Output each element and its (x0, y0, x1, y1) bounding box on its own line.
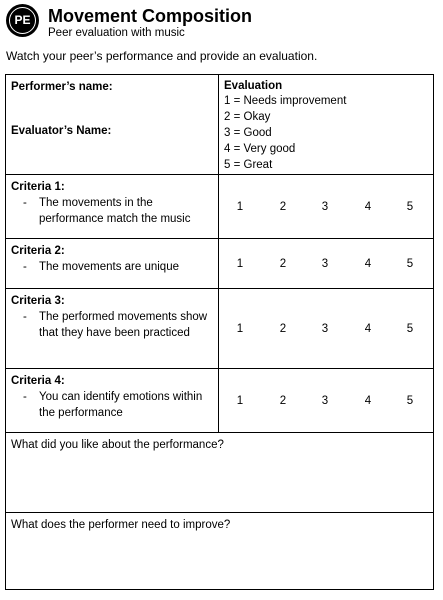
evaluation-key (219, 75, 433, 174)
bullet-dash: - (23, 311, 27, 323)
rating-option[interactable]: 3 (321, 322, 329, 335)
rating-option[interactable]: 5 (406, 257, 414, 270)
rating-option[interactable]: 4 (364, 200, 372, 213)
rating-option[interactable]: 1 (236, 200, 244, 213)
question-row[interactable] (6, 512, 433, 588)
criteria-description (11, 389, 213, 421)
criteria-description (11, 309, 213, 341)
rating-option[interactable]: 2 (279, 394, 287, 407)
rating-option[interactable]: 2 (279, 200, 287, 213)
rating-option[interactable]: 4 (364, 394, 372, 407)
question-label: What did you like about the performance? (11, 439, 224, 451)
criteria-cell (6, 369, 219, 432)
bullet-dash: - (23, 391, 27, 403)
criteria-title: Criteria 1: (11, 181, 65, 193)
criteria-cell (6, 239, 219, 288)
page-title: Movement Composition (48, 6, 253, 26)
scale-item: 2 = Okay (224, 111, 271, 123)
criteria-title: Criteria 3: (11, 295, 65, 307)
criteria-row (6, 174, 433, 238)
criteria-row (6, 288, 433, 368)
criteria-description (11, 195, 213, 227)
bullet-dash: - (23, 261, 27, 273)
criteria-cell (6, 175, 219, 238)
rating-options (219, 289, 433, 368)
rating-option[interactable]: 1 (236, 394, 244, 407)
instruction-text: Watch your peer’s performance and provide an evaluation. (6, 49, 318, 63)
scale-item: 1 = Needs improvement (224, 95, 347, 107)
rating-option[interactable]: 5 (406, 200, 414, 213)
criteria-title: Criteria 2: (11, 245, 65, 257)
question-label: What does the performer need to improve? (11, 519, 231, 531)
rating-options (219, 239, 433, 288)
criteria-description (11, 259, 213, 275)
evaluator-name-label: Evaluator’s Name: (11, 125, 112, 137)
page-subtitle: Peer evaluation with music (48, 27, 185, 39)
criteria-text: The movements are unique (39, 261, 179, 273)
names-row (6, 75, 433, 174)
bullet-dash: - (23, 197, 27, 209)
rating-option[interactable]: 2 (279, 322, 287, 335)
rating-option[interactable]: 4 (364, 257, 372, 270)
logo-text: PE (14, 13, 31, 27)
rating-option[interactable]: 3 (321, 394, 329, 407)
scale-item: 3 = Good (224, 127, 272, 139)
rating-option[interactable]: 5 (406, 322, 414, 335)
criteria-row (6, 238, 433, 288)
rating-options (219, 175, 433, 238)
criteria-cell (6, 289, 219, 368)
rating-option[interactable]: 3 (321, 257, 329, 270)
criteria-text: The performed movements show that they have been practiced (39, 311, 208, 339)
criteria-text: The movements in the performance match the music (39, 197, 191, 225)
rating-option[interactable]: 3 (321, 200, 329, 213)
rating-option[interactable]: 2 (279, 257, 287, 270)
rating-option[interactable]: 1 (236, 322, 244, 335)
scale-item: 4 = Very good (224, 143, 296, 155)
scale-item: 5 = Great (224, 159, 273, 171)
pe-logo (6, 4, 39, 37)
rating-option[interactable]: 4 (364, 322, 372, 335)
evaluation-heading: Evaluation (224, 80, 283, 92)
question-row[interactable] (6, 432, 433, 512)
criteria-row (6, 368, 433, 432)
names-cell (6, 75, 219, 174)
rating-option[interactable]: 5 (406, 394, 414, 407)
evaluation-form (5, 74, 434, 590)
criteria-title: Criteria 4: (11, 375, 65, 387)
rating-options (219, 369, 433, 432)
criteria-text: You can identify emotions within the performance (39, 391, 203, 419)
performer-name-label: Performer’s name: (11, 81, 113, 93)
rating-option[interactable]: 1 (236, 257, 244, 270)
